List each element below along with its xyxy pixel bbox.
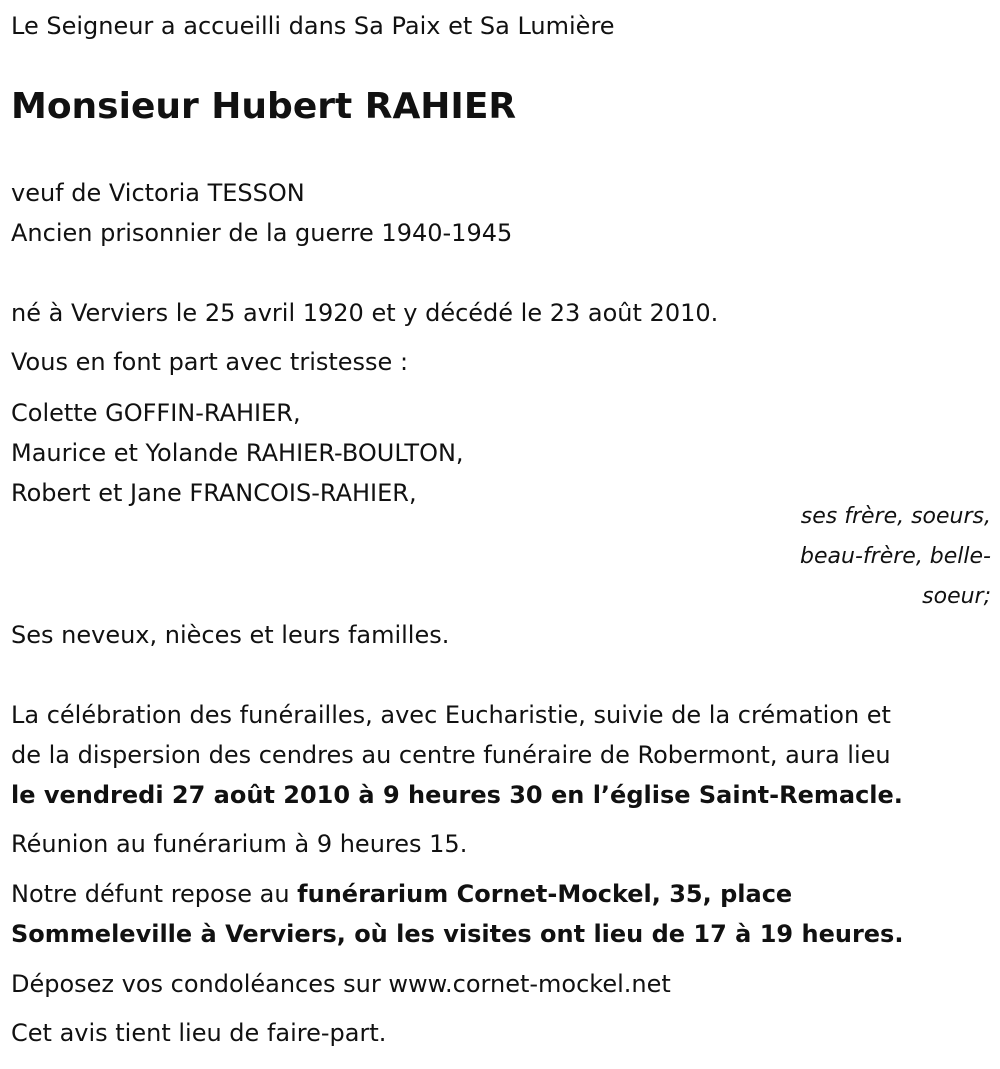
intro-line: Le Seigneur a accueilli dans Sa Paix et Sa Lumière [11,12,615,40]
prisoner-line: Ancien prisonnier de la guerre 1940-1945 [11,219,513,247]
family-member: Maurice et Yolande RAHIER-BOULTON, [11,439,464,467]
deceased-name: Monsieur Hubert RAHIER [11,86,517,127]
meeting-line: Réunion au funérarium à 9 heures 15. [11,830,468,858]
widow-line: veuf de Victoria TESSON [11,179,305,207]
footer-line: Cet avis tient lieu de faire-part. [11,1019,387,1047]
announcement-line: Vous en font part avec tristesse : [11,348,409,376]
rest-prefix: Notre défunt repose au [11,880,298,908]
extended-family-line: Ses neveux, nièces et leurs familles. [11,621,450,649]
rest-location: funérarium Cornet-Mockel, 35, place [297,880,793,908]
rest-block [11,874,903,954]
condolences-line: Déposez vos condoléances sur www.cornet-mockel.net [11,970,671,998]
ceremony-line: La célébration des funérailles, avec Eucharistie, suivie de la crémation et [11,701,891,729]
family-list [11,393,464,513]
rest-visits: Sommeleville à Verviers, où les visites ont lieu de 17 à 19 heures. [11,920,904,948]
family-relation [800,497,991,617]
ceremony-date-line: le vendredi 27 août 2010 à 9 heures 30 en l’église Saint-Remacle. [11,781,903,809]
ceremony-line: de la dispersion des cendres au centre funéraire de Robermont, aura lieu [11,741,891,769]
relation-line: ses frère, soeurs, [800,504,991,529]
ceremony-block [11,695,903,815]
family-member: Colette GOFFIN-RAHIER, [11,399,301,427]
family-member: Robert et Jane FRANCOIS-RAHIER, [11,479,417,507]
details-block [11,173,512,253]
birth-death-line: né à Verviers le 25 avril 1920 et y décédé le 23 août 2010. [11,299,719,327]
relation-line: soeur; [922,584,991,609]
relation-line: beau-frère, belle- [800,544,991,569]
rest-line [11,874,903,914]
